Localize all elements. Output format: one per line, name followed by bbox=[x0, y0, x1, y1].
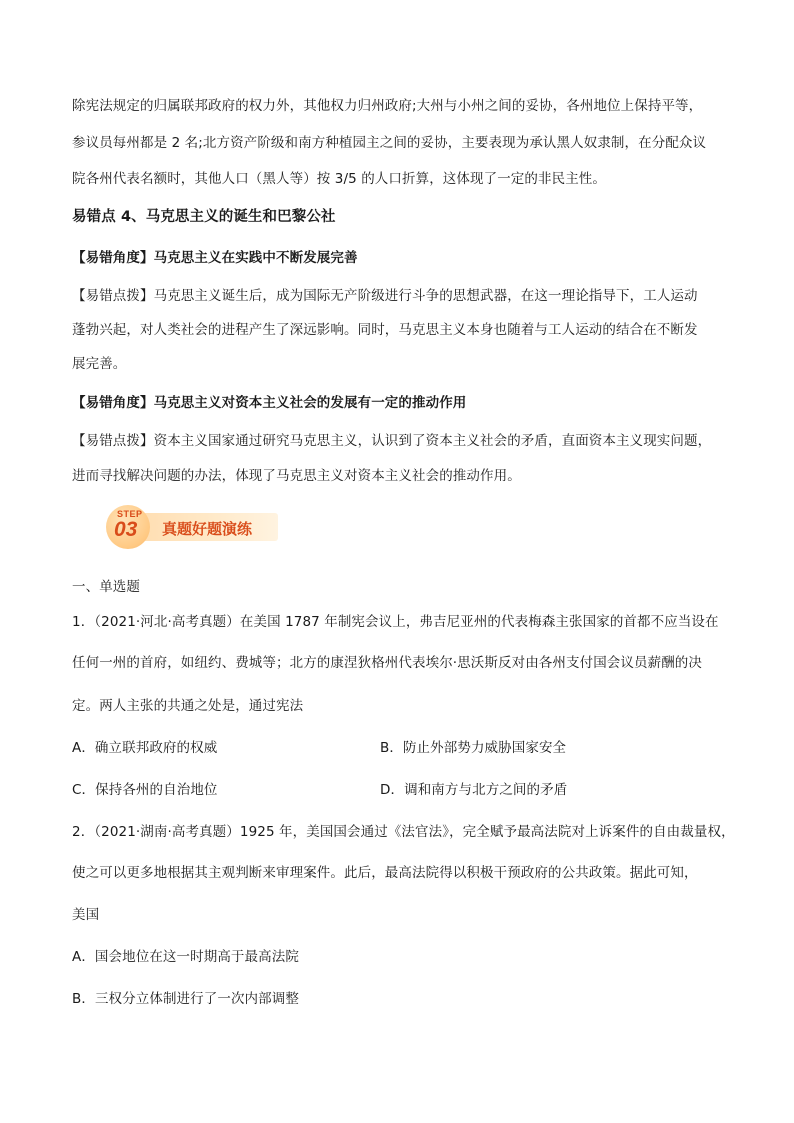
step-number: 03 bbox=[114, 518, 138, 541]
question-1-line: 定。两人主张的共通之处是，通过宪法 bbox=[72, 698, 304, 714]
question-1-line: 任何一州的首府，如纽约、费城等；北方的康涅狄格州代表埃尔·思沃斯反对由各州支付国会议员薪酬的决 bbox=[72, 655, 702, 671]
error-angle-label: 【易错角度】马克思主义在实践中不断发展完善 bbox=[72, 250, 358, 266]
question-2-option-a: A．国会地位在这一时期高于最高法院 bbox=[72, 949, 299, 965]
question-2-line: 使之可以更多地根据其主观判断来审理案件。此后，最高法院得以积极干预政府的公共政策。据此可知， bbox=[72, 865, 698, 881]
step-badge bbox=[106, 505, 282, 549]
error-point-line: 进而寻找解决问题的办法，体现了马克思主义对资本主义社会的推动作用。 bbox=[72, 468, 521, 484]
section-heading: 易错点 4、马克思主义的诞生和巴黎公社 bbox=[72, 209, 336, 225]
question-2-line: 2．（2021·湖南·高考真题）1925 年，美国国会通过《法官法》，完全赋予最高法院对上诉案件的自由裁量权， bbox=[72, 824, 735, 840]
paragraph-line: 参议员每州都是 2 名;北方资产阶级和南方种植园主之间的妥协，主要表现为承认黑人奴隶制，在分配众议 bbox=[72, 135, 707, 151]
step-word: STEP bbox=[117, 509, 143, 519]
question-1-option-d: D．调和南方与北方之间的矛盾 bbox=[380, 782, 568, 798]
step-title: 真题好题演练 bbox=[162, 520, 253, 538]
question-2-option-b: B．三权分立体制进行了一次内部调整 bbox=[72, 991, 299, 1007]
question-1-line: 1．（2021·河北·高考真题）在美国 1787 年制宪会议上，弗吉尼亚州的代表梅森主张国家的首都不应当设在 bbox=[72, 614, 719, 630]
question-2-line: 美国 bbox=[72, 907, 100, 923]
question-1-option-c: C．保持各州的自治地位 bbox=[72, 782, 218, 798]
error-point-line: 蓬勃兴起，对人类社会的进程产生了深远影响。同时，马克思主义本身也随着与工人运动的结合在不断发 bbox=[72, 322, 698, 338]
paragraph-line: 院各州代表名额时，其他人口（黑人等）按 3/5 的人口折算，这体现了一定的非民主性。 bbox=[72, 171, 607, 187]
error-point-line: 【易错点拨】马克思主义诞生后，成为国际无产阶级进行斗争的思想武器，在这一理论指导下，工人运动 bbox=[72, 288, 698, 304]
error-angle-label: 【易错角度】马克思主义对资本主义社会的发展有一定的推动作用 bbox=[72, 395, 467, 411]
paragraph-line: 除宪法规定的归属联邦政府的权力外，其他权力归州政府;大州与小州之间的妥协，各州地位上保持平等， bbox=[72, 98, 703, 114]
error-point-line: 展完善。 bbox=[72, 356, 127, 372]
question-1-option-b: B．防止外部势力威胁国家安全 bbox=[380, 740, 567, 756]
question-type-label: 一、单选题 bbox=[72, 579, 140, 595]
error-point-line: 【易错点拨】资本主义国家通过研究马克思主义，认识到了资本主义社会的矛盾，直面资本主义现实问题， bbox=[72, 433, 712, 449]
question-1-option-a: A．确立联邦政府的权威 bbox=[72, 740, 218, 756]
